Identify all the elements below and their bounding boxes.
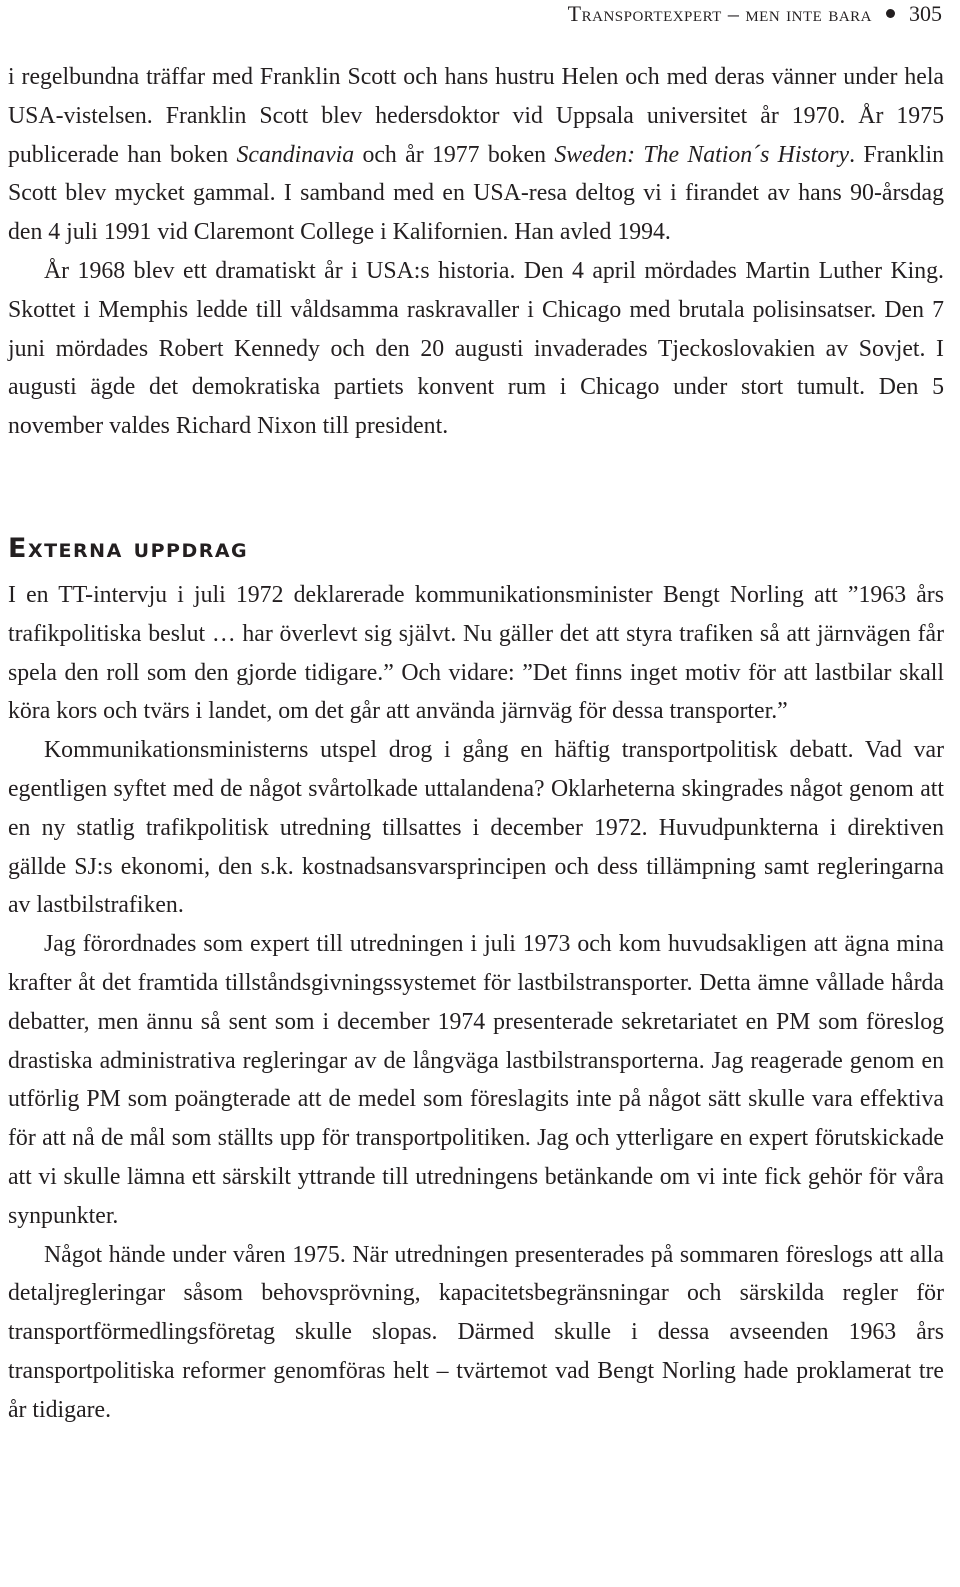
section-paragraph-3: Jag förordnades som expert till utredningen i juli 1973 och kom huvudsakligen att ägna mina krafter åt det framtida tillståndsgivningssystemet för lastbilstransporter. Detta ämne vållade hårda debatter, men ännu så sent som i december 1974 presenterade sekretariatet en PM som föreslog drastiska administrativa regleringar av de långväga lastbilstransporterna. Jag reagerade genom en utförlig PM som poängterade att de medel som föreslagits inte på något sätt skulle vara effektiva för att nå de mål som ställts upp för transportpolitiken. Jag och ytterligare en expert förutskickade att vi skulle lämna ett särskilt yttrande till utredningens betänkande om vi inte fick gehör för våra synpunkter. [8,931,944,1229]
running-header [568,0,942,28]
section-paragraph-1: I en TT-intervju i juli 1972 deklarerade kommunikationsminister Bengt Norling att ”1963 års trafikpolitiska beslut … har överlevt sig självt. Nu gäller det att styra trafiken så att järnvägen får spela den roll som den gjorde tidigare.” Och vidare: ”Det finns inget motiv för att lastbilar skall köra kors och tvärs i landet, om det går att använda järnväg för dessa transporter.” [8,581,944,725]
book-title-sweden: Sweden: The Nation´s History [554,141,850,168]
running-title: Transportexpert – men inte bara [567,1,872,26]
paragraph-text-part-1: i regelbundna träffar med Franklin Scott och hans hustru Helen och med deras vänner under hela USA-vistelsen. Franklin Scott blev hedersdoktor vid Uppsala universitet år 1970. År 1975 publicerade han boken [8,64,944,168]
continued-paragraph [8,58,944,252]
paragraph-text-part-3: . Franklin Scott blev mycket gammal. I samband med en USA-resa deltog vi i firandet av hans 90-årsdag den 4 juli 1991 vid Claremont College i Kalifornien. Han avled 1994. [8,141,944,246]
history-paragraph: År 1968 blev ett dramatiskt år i USA:s historia. Den 4 april mördades Martin Luther King. Skottet i Memphis ledde till våldsamma raskravaller i Chicago med brutala polisinsatser. Den 7 juni mördades Robert Kennedy och den 20 augusti invaderades Tjeckoslovakien av Sovjet. I augusti ägde det demokratiska partiets konvent rum i Chicago under stort tumult. Den 5 november valdes Richard Nixon till president. [8,257,944,440]
page-text [8,58,944,1430]
section-paragraph-4: Något hände under våren 1975. När utredningen presenterades på sommaren föreslogs att alla detaljregleringar såsom behovsprövning, kapacitetsbegränsningar och särskilda regler för transportförmedlingsföretag skulle slopas. Därmed skulle i dessa avseenden 1963 års transportpolitiska reformer genomföras helt – tvärtemot vad Bengt Norling hade proklamerat tre år tidigare. [8,1241,944,1423]
paragraph-text-part-2: och år 1977 boken [354,141,555,168]
section-paragraph-2: Kommunikationsministerns utspel drog i gång en häftig transportpolitisk debatt. Vad var egentligen syftet med de något svårtolkade uttalandena? Oklarheterna skingrades något genom att en ny statlig trafikpolitisk utredning tillsattes i december 1972. Huvudpunkterna i direktiven gällde SJ:s ekonomi, den s.k. kostnadsansvarsprincipen och dess tillämpning samt regleringarna av lastbilstrafiken. [8,737,944,919]
book-title-scandinavia: Scandinavia [236,141,355,168]
section-heading: Externa uppdrag [8,532,249,564]
bullet-separator-icon [886,9,895,18]
page-number: 305 [909,1,942,26]
